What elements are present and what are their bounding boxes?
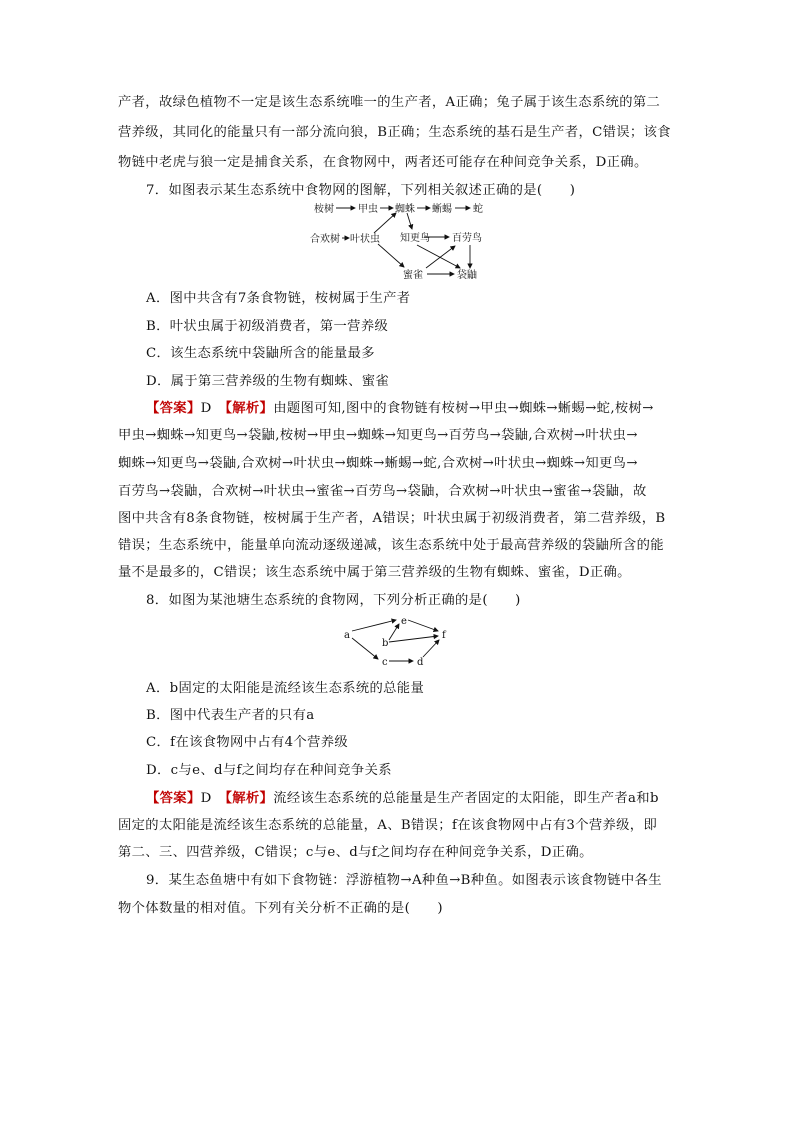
q7-analysis-line: 百劳鸟→袋鼬，合欢树→叶状虫→蜜雀→百劳鸟→袋鼬，合欢树→叶状虫→蜜雀→袋鼬，故 [118, 484, 647, 499]
analysis-text: 由题图可知,图中的食物链有桉树→甲虫→蜘蛛→蜥蜴→蛇,桉树→ [273, 401, 654, 416]
q8-food-web-diagram [340, 608, 456, 670]
node-xiyi: 蜥蜴 [432, 204, 452, 215]
q8-analysis-line: 第二、三、四营养级，C错误；c与e、d与f之间均存在种间竞争关系，D正确。 [118, 845, 593, 860]
node-b: b [382, 638, 389, 649]
q7-analysis-line: 量不是最多的，C错误；该生态系统中属于第三营养级的生物有蜘蛛、蜜雀，D正确。 [118, 565, 631, 580]
q7-food-web-diagram [300, 200, 510, 286]
node-mique: 蜜雀 [403, 270, 423, 281]
node-yezhuang: 叶状虫 [350, 234, 380, 245]
q7-option-c: C．该生态系统中袋鼬所含的能量最多 [146, 346, 375, 361]
intro-line: 物链中老虎与狼一定是捕食关系，在食物网中，两者还可能存在种间竞争关系，D正确。 [118, 155, 648, 170]
analysis-tag: 【解析】 [225, 791, 274, 806]
answer-tag: 【答案】 [146, 401, 201, 416]
node-jiachong: 甲虫 [358, 204, 378, 215]
node-zhigeng: 知更鸟 [400, 233, 430, 244]
q7-analysis-line: 甲虫→蜘蛛→知更鸟→袋鼬,桉树→甲虫→蜘蛛→知更鸟→百劳鸟→袋鼬,合欢树→叶状虫→ [118, 428, 638, 443]
q7-answer-line [146, 400, 654, 418]
node-a: a [344, 630, 350, 641]
node-zhizhu: 蜘蛛 [395, 204, 415, 215]
node-daishu: 袋鼬 [457, 270, 477, 281]
q8-analysis-line: 固定的太阳能是流经该生态系统的总能量，A、B错误；f在该食物网中占有3个营养级，即 [118, 818, 658, 833]
node-she: 蛇 [473, 204, 483, 215]
q8-answer-line [146, 790, 659, 808]
q8-option-a: A．b固定的太阳能是流经该生态系统的总能量 [146, 681, 425, 696]
answer-value: D [200, 401, 212, 416]
q7-analysis-line: 蜘蛛→知更鸟→袋鼬,合欢树→叶状虫→蜘蛛→蜥蜴→蛇,合欢树→叶状虫→蜘蛛→知更鸟→ [118, 456, 638, 471]
node-e: e [401, 616, 407, 627]
q7-option-b: B．叶状虫属于初级消费者，第一营养级 [146, 319, 389, 334]
node-anshu: 桉树 [314, 204, 334, 215]
q9-stem-line: 9．某生态鱼塘中有如下食物链：浮游植物→A种鱼→B种鱼。如图表示该食物链中各生 [146, 873, 662, 888]
analysis-text: 流经该生态系统的总能量是生产者固定的太阳能，即生产者a和b [273, 791, 659, 806]
q8-option-d: D．c与e、d与f之间均存在种间竞争关系 [146, 763, 392, 778]
node-bailao: 百劳鸟 [452, 233, 482, 244]
q7-analysis-line: 错误；生态系统中，能量单向流动逐级递减，该生态系统中处于最高营养级的袋鼬所含的能 [118, 538, 664, 553]
intro-line: 营养级，其同化的能量只有一部分流向狼，B正确；生态系统的基石是生产者，C错误；该食 [118, 125, 671, 140]
q8-option-b: B．图中代表生产者的只有a [146, 708, 315, 723]
node-hehuan: 合欢树 [310, 234, 340, 245]
answer-value: D [200, 791, 212, 806]
answer-tag: 【答案】 [146, 791, 201, 806]
node-c: c [382, 657, 388, 668]
intro-line: 产者，故绿色植物不一定是该生态系统唯一的生产者，A正确；兔子属于该生态系统的第二 [118, 95, 661, 110]
node-f: f [442, 630, 446, 641]
q7-option-a: A．图中共含有7条食物链，桉树属于生产者 [146, 291, 411, 306]
node-d: d [417, 657, 424, 668]
q7-analysis-line: 图中共含有8条食物链，桉树属于生产者，A错误；叶状虫属于初级消费者，第二营养级，B [118, 511, 666, 526]
q7-stem: 7．如图表示某生态系统中食物网的图解，下列相关叙述正确的是( ) [146, 183, 576, 198]
analysis-tag: 【解析】 [225, 401, 274, 416]
q7-option-d: D．属于第三营养级的生物有蜘蛛、蜜雀 [146, 374, 390, 389]
q9-stem-line: 物个体数量的相对值。下列有关分析不正确的是( ) [118, 901, 443, 916]
q8-option-c: C．f在该食物网中占有4个营养级 [146, 735, 349, 750]
q8-stem: 8．如图为某池塘生态系统的食物网，下列分析正确的是( ) [146, 593, 521, 608]
